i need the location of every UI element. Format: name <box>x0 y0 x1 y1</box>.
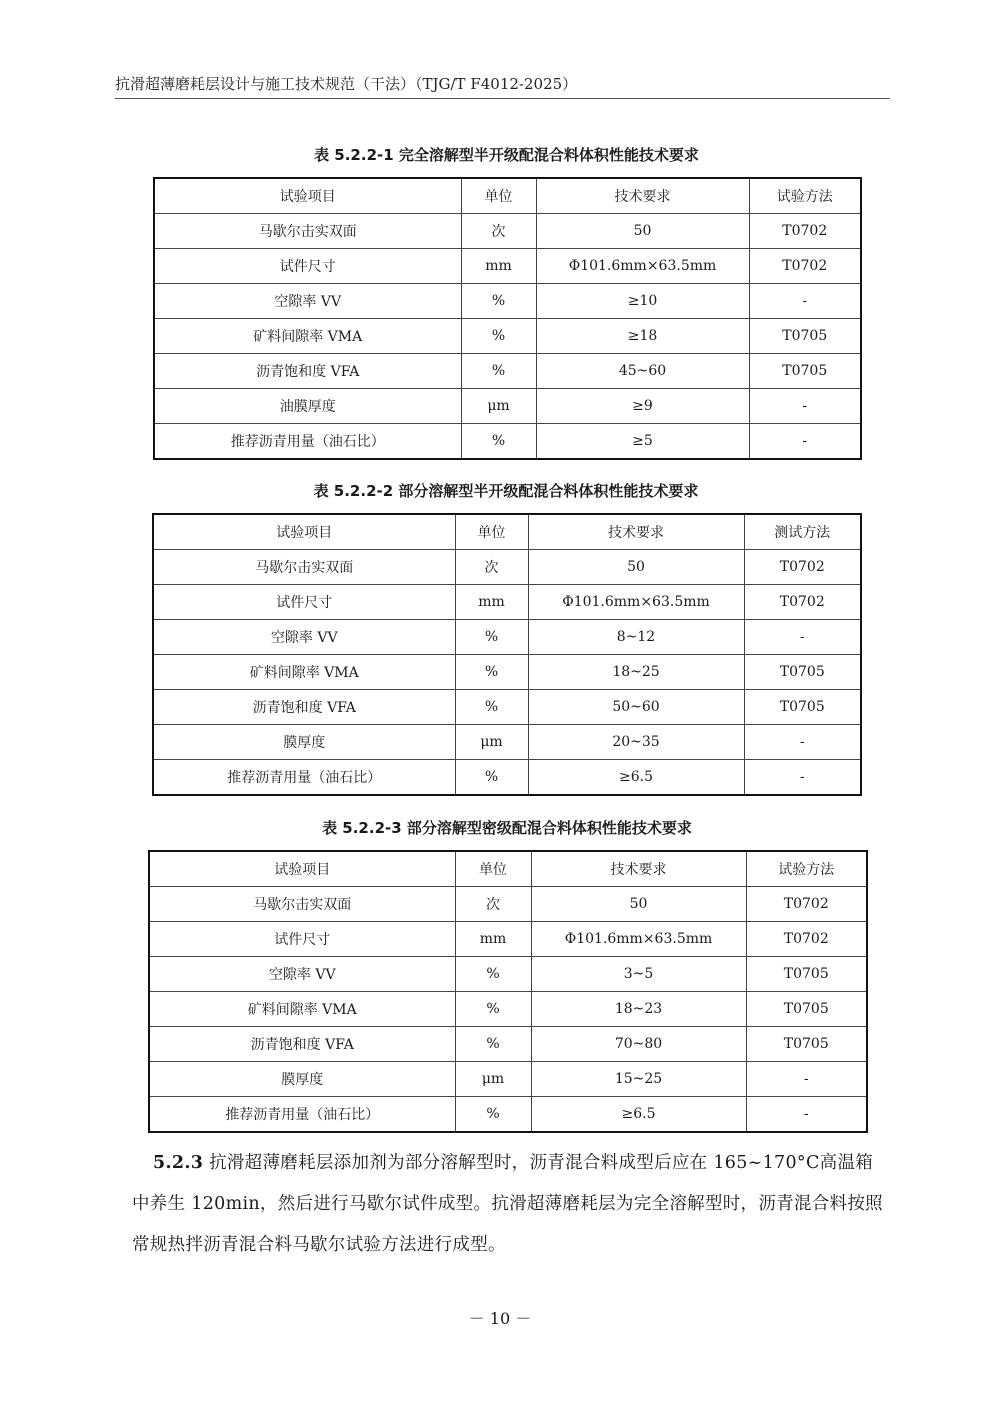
cell-method: T0705 <box>746 992 867 1027</box>
cell-item: 矿料间隙率 VMA <box>153 655 455 690</box>
table-row <box>154 284 861 319</box>
cell-requirement: 15~25 <box>531 1062 746 1097</box>
table-row <box>154 389 861 424</box>
column-header: 试验方法 <box>746 851 867 887</box>
cell-item: 矿料间隙率 VMA <box>154 319 461 354</box>
cell-method: T0702 <box>746 887 867 922</box>
cell-item: 膜厚度 <box>149 1062 455 1097</box>
cell-unit: μm <box>455 1062 531 1097</box>
column-header: 技术要求 <box>528 514 744 550</box>
spec-table <box>148 850 868 1133</box>
cell-item: 空隙率 VV <box>153 620 455 655</box>
body-paragraph <box>132 1143 887 1266</box>
cell-method: - <box>744 620 861 655</box>
column-header: 试验项目 <box>154 178 461 214</box>
table-row <box>153 760 861 796</box>
cell-method: - <box>746 1062 867 1097</box>
table-header-row <box>149 851 867 887</box>
cell-unit: % <box>455 957 531 992</box>
cell-unit: 次 <box>455 550 528 585</box>
cell-unit: % <box>461 424 536 460</box>
cell-item: 沥青饱和度 VFA <box>149 1027 455 1062</box>
cell-unit: % <box>455 620 528 655</box>
table-row <box>149 1062 867 1097</box>
column-header: 测试方法 <box>744 514 861 550</box>
cell-requirement: 20~35 <box>528 725 744 760</box>
table-row <box>154 214 861 249</box>
cell-unit: mm <box>461 249 536 284</box>
cell-requirement: 50 <box>536 214 749 249</box>
cell-unit: μm <box>461 389 536 424</box>
table-caption: 表 5.2.2-1 完全溶解型半开级配混合料体积性能技术要求 <box>314 146 699 164</box>
table-row <box>154 354 861 389</box>
cell-requirement: 8~12 <box>528 620 744 655</box>
cell-item: 沥青饱和度 VFA <box>154 354 461 389</box>
cell-requirement: 3~5 <box>531 957 746 992</box>
cell-unit: % <box>461 284 536 319</box>
cell-requirement: ≥18 <box>536 319 749 354</box>
column-header: 技术要求 <box>536 178 749 214</box>
cell-item: 试件尺寸 <box>154 249 461 284</box>
cell-unit: mm <box>455 585 528 620</box>
table-row <box>153 620 861 655</box>
cell-method: T0705 <box>746 1027 867 1062</box>
cell-method: T0702 <box>749 214 861 249</box>
cell-item: 空隙率 VV <box>149 957 455 992</box>
table-row <box>149 922 867 957</box>
cell-method: - <box>744 760 861 796</box>
cell-item: 膜厚度 <box>153 725 455 760</box>
clause-text: 抗滑超薄磨耗层添加剂为部分溶解型时，沥青混合料成型后应在 165~170°C高温箱中养生 120min，然后进行马歇尔试件成型。抗滑超薄磨耗层为完全溶解型时，沥青混合料按照常规热拌沥青混合料马歇尔试验方法进行成型。 <box>132 1153 883 1255</box>
cell-item: 推荐沥青用量（油石比） <box>149 1097 455 1133</box>
cell-requirement: 18~23 <box>531 992 746 1027</box>
table-row <box>153 725 861 760</box>
cell-unit: 次 <box>461 214 536 249</box>
table-row <box>149 1027 867 1062</box>
cell-unit: % <box>455 1097 531 1133</box>
cell-method: T0702 <box>744 550 861 585</box>
clause-number: 5.2.3 <box>153 1153 204 1173</box>
cell-method: T0705 <box>749 354 861 389</box>
cell-method: - <box>749 424 861 460</box>
table-row <box>154 424 861 460</box>
spec-table <box>153 177 862 460</box>
column-header: 单位 <box>455 851 531 887</box>
cell-unit: % <box>461 354 536 389</box>
column-header: 技术要求 <box>531 851 746 887</box>
table-row <box>149 992 867 1027</box>
column-header: 单位 <box>455 514 528 550</box>
cell-method: - <box>746 1097 867 1133</box>
cell-method: - <box>749 284 861 319</box>
cell-requirement: ≥5 <box>536 424 749 460</box>
cell-requirement: ≥9 <box>536 389 749 424</box>
cell-requirement: 18~25 <box>528 655 744 690</box>
cell-requirement: 50 <box>531 887 746 922</box>
column-header: 试验项目 <box>149 851 455 887</box>
cell-method: - <box>744 725 861 760</box>
cell-requirement: ≥6.5 <box>528 760 744 796</box>
cell-requirement: ≥10 <box>536 284 749 319</box>
cell-requirement: 45~60 <box>536 354 749 389</box>
cell-unit: 次 <box>455 887 531 922</box>
cell-method: T0705 <box>744 655 861 690</box>
cell-requirement: Φ101.6mm×63.5mm <box>531 922 746 957</box>
cell-unit: % <box>455 992 531 1027</box>
cell-item: 试件尺寸 <box>149 922 455 957</box>
table-block-3 <box>148 816 868 1133</box>
cell-item: 沥青饱和度 VFA <box>153 690 455 725</box>
cell-item: 空隙率 VV <box>154 284 461 319</box>
cell-requirement: 50 <box>528 550 744 585</box>
table-row <box>153 690 861 725</box>
cell-method: T0702 <box>749 249 861 284</box>
table-header-row <box>153 514 861 550</box>
table-block-1 <box>153 143 862 460</box>
table-row <box>154 319 861 354</box>
table-row <box>153 550 861 585</box>
cell-item: 马歇尔击实双面 <box>154 214 461 249</box>
cell-item: 试件尺寸 <box>153 585 455 620</box>
cell-requirement: Φ101.6mm×63.5mm <box>536 249 749 284</box>
column-header: 单位 <box>461 178 536 214</box>
spec-table <box>152 513 862 796</box>
page-number: － 10 － <box>468 1309 532 1328</box>
cell-requirement: 70~80 <box>531 1027 746 1062</box>
cell-method: T0705 <box>749 319 861 354</box>
table-row <box>153 655 861 690</box>
cell-method: - <box>749 389 861 424</box>
table-row <box>153 585 861 620</box>
column-header: 试验项目 <box>153 514 455 550</box>
cell-unit: mm <box>455 922 531 957</box>
cell-unit: % <box>461 319 536 354</box>
cell-item: 油膜厚度 <box>154 389 461 424</box>
cell-item: 马歇尔击实双面 <box>149 887 455 922</box>
cell-method: T0702 <box>746 922 867 957</box>
table-row <box>149 887 867 922</box>
running-header: 抗滑超薄磨耗层设计与施工技术规范（干法）（TJG/T F4012-2025） <box>115 72 890 99</box>
cell-unit: % <box>455 760 528 796</box>
cell-item: 矿料间隙率 VMA <box>149 992 455 1027</box>
column-header: 试验方法 <box>749 178 861 214</box>
cell-method: T0702 <box>744 585 861 620</box>
table-block-2 <box>152 479 862 796</box>
table-row <box>154 249 861 284</box>
cell-unit: μm <box>455 725 528 760</box>
table-header-row <box>154 178 861 214</box>
cell-method: T0705 <box>746 957 867 992</box>
cell-item: 推荐沥青用量（油石比） <box>153 760 455 796</box>
cell-unit: % <box>455 1027 531 1062</box>
cell-requirement: Φ101.6mm×63.5mm <box>528 585 744 620</box>
table-row <box>149 1097 867 1133</box>
table-caption: 表 5.2.2-3 部分溶解型密级配混合料体积性能技术要求 <box>322 819 692 837</box>
cell-unit: % <box>455 655 528 690</box>
cell-method: T0705 <box>744 690 861 725</box>
table-row <box>149 957 867 992</box>
cell-unit: % <box>455 690 528 725</box>
cell-item: 马歇尔击实双面 <box>153 550 455 585</box>
cell-requirement: ≥6.5 <box>531 1097 746 1133</box>
cell-item: 推荐沥青用量（油石比） <box>154 424 461 460</box>
table-caption: 表 5.2.2-2 部分溶解型半开级配混合料体积性能技术要求 <box>313 482 699 500</box>
cell-requirement: 50~60 <box>528 690 744 725</box>
